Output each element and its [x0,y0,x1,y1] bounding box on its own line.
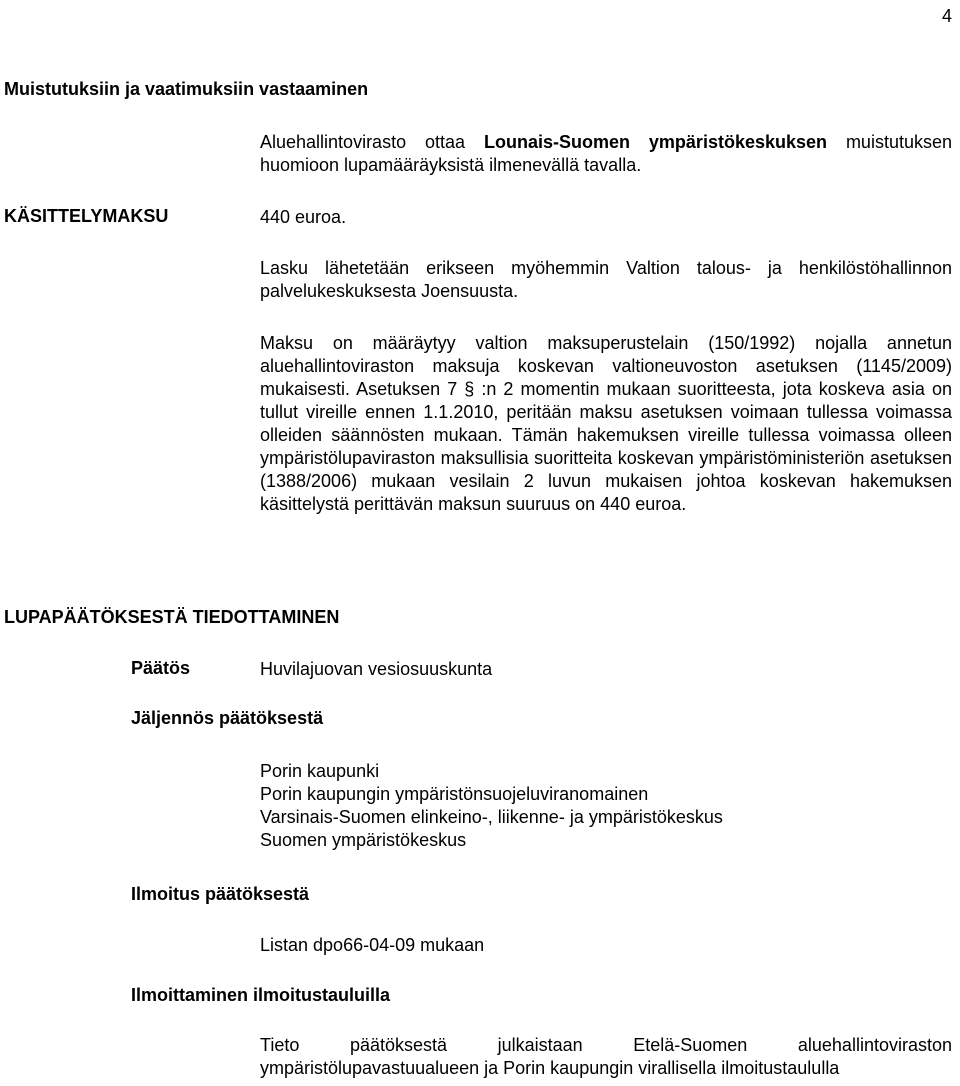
jaljennos-label: Jäljennös päätöksestä [131,708,324,728]
muistutukset-text-bold: Lounais-Suomen ympäristökeskuksen [483,132,828,152]
page-number: 4 [941,6,952,26]
list-item: Varsinais-Suomen elinkeino-, liikenne- ja ympäristökeskus [260,807,723,827]
muistutukset-text-before: Aluehallintovirasto ottaa [260,132,484,152]
section-heading-muistutukset: Muistutuksiin ja vaatimuksiin vastaaminen [4,79,369,99]
paatos-value: Huvilajuovan vesiosuuskunta [260,659,493,679]
kasittelymaksu-amount: 440 euroa. [260,207,347,227]
ilmoittaminen-label: Ilmoittaminen ilmoitustauluilla [131,985,391,1005]
list-item: Porin kaupunki [260,761,380,781]
list-item: Suomen ympäristökeskus [260,830,467,850]
list-item: Porin kaupungin ympäristönsuojeluviranomainen [260,784,649,804]
muistutukset-paragraph [260,131,952,177]
section-heading-kasittelymaksu: KÄSITTELYMAKSU [4,206,169,226]
muistutukset-text-after: muistutuksen huomioon lupamääräyksistä ilmenevällä tavalla. [260,132,952,175]
ilmoitus-value: Listan dpo66-04-09 mukaan [260,935,485,955]
kasittelymaksu-basis: Maksu on määräytyy valtion maksuperustelain (150/1992) nojalla annetun aluehallintoviraston maksuja koskevan valtioneuvoston asetuksen (1145/2009) mukaisesti. Asetuksen 7 § :n 2 momentin mukaan suoritteesta, jota koskeva asia on tullut vireille ennen 1.1.2010, peritään maksu asetuksen voimaan tullessa voimassa olleiden säännösten mukaan. Tämän hakemuksen vireille tullessa voimassa olleen ympäristölupaviraston maksullisia suoritteita koskevan ympäristöministeriön asetuksen (1388/2006) mukaan vesilain 2 luvun mukaisen johtoa koskevan hakemuksen käsittelystä perittävän maksun suuruus on 440 euroa. [260,333,952,514]
section-heading-tiedottaminen: LUPAPÄÄTÖKSESTÄ TIEDOTTAMINEN [4,607,340,627]
ilmoittaminen-value: Tieto päätöksestä julkaistaan Etelä-Suomen aluehallintoviraston ympäristölupavastuualueen ja Porin kaupungin virallisella ilmoitustaululla [260,1035,952,1078]
paatos-label: Päätös [131,658,191,678]
jaljennos-recipient-list [260,760,952,852]
kasittelymaksu-invoice-note: Lasku lähetetään erikseen myöhemmin Valtion talous- ja henkilöstöhallinnon palvelukeskuksesta Joensuusta. [260,258,952,301]
ilmoitus-label: Ilmoitus päätöksestä [131,884,310,904]
